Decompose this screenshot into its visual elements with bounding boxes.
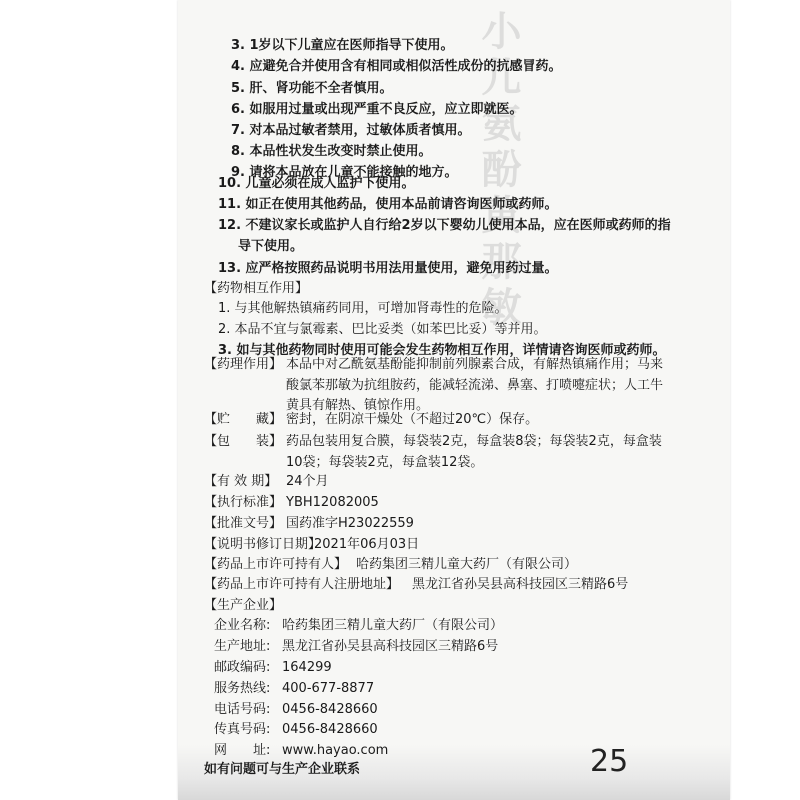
interaction-item: 3. 如与其他药物同时使用可能会发生药物相互作用，详情请咨询医师或药师。 bbox=[218, 343, 666, 358]
holder-value: 哈药集团三精儿童大药厂（有限公司） bbox=[356, 557, 578, 572]
manufacturer-key: 服务热线: bbox=[214, 681, 271, 696]
section-label-validity: 【有 效 期】 bbox=[204, 474, 278, 489]
interaction-item: 1. 与其他解热镇痛药同用，可增加肾毒性的危险。 bbox=[218, 301, 508, 316]
package-text: 10袋；每袋装2克，每盒装12袋。 bbox=[286, 455, 484, 470]
precaution-item: 5. 肝、肾功能不全者慎用。 bbox=[231, 81, 393, 96]
manufacturer-value: 0456-8428660 bbox=[282, 722, 378, 737]
section-label-revision: 【说明书修订日期】 bbox=[204, 537, 322, 552]
pharmacology-text: 酸氯苯那敏为抗组胺药，能减轻流涕、鼻塞、打喷嚏症状；人工牛 bbox=[286, 378, 664, 393]
section-label-holder: 【药品上市许可持有人】 bbox=[204, 557, 348, 572]
manufacturer-key: 电话号码: bbox=[214, 702, 271, 717]
section-label-approval: 【批准文号】 bbox=[204, 516, 283, 531]
page-number: 25 bbox=[590, 744, 629, 779]
precaution-item-continued: 导下使用。 bbox=[238, 239, 304, 254]
manufacturer-value: 164299 bbox=[282, 660, 332, 675]
precaution-item: 8. 本品性状发生改变时禁止使用。 bbox=[231, 144, 432, 159]
manufacturer-value: 哈药集团三精儿童大药厂（有限公司） bbox=[282, 618, 504, 633]
revision-value: 2021年06月03日 bbox=[314, 537, 420, 552]
precaution-item: 10. 儿童必须在成人监护下使用。 bbox=[218, 176, 415, 191]
pharmacology-text: 黄具有解热、镇惊作用。 bbox=[286, 398, 430, 413]
pharmacology-text: 本品中对乙酰氨基酚能抑制前列腺素合成，有解热镇痛作用；马来 bbox=[286, 357, 664, 372]
standard-value: YBH12082005 bbox=[286, 495, 379, 510]
package-text: 药品包装用复合膜，每袋装2克，每盒装8袋；每袋装2克，每盒装 bbox=[286, 434, 662, 449]
precaution-item: 13. 应严格按照药品说明书用法用量使用，避免用药过量。 bbox=[218, 261, 558, 276]
section-label-interaction: 【药物相互作用】 bbox=[204, 281, 309, 296]
precaution-item: 3. 1岁以下儿童应在医师指导下使用。 bbox=[231, 38, 454, 53]
precaution-item: 6. 如服用过量或出现严重不良反应，应立即就医。 bbox=[231, 102, 523, 117]
manufacturer-key: 网 址: bbox=[214, 743, 271, 758]
precaution-item: 12. 不建议家长或监护人自行给2岁以下婴幼儿使用本品，应在医师或药师的指 bbox=[218, 218, 671, 233]
precaution-item: 11. 如正在使用其他药品，使用本品前请咨询医师或药师。 bbox=[218, 197, 558, 212]
manufacturer-value: 0456-8428660 bbox=[282, 702, 378, 717]
manufacturer-key: 传真号码: bbox=[214, 722, 271, 737]
approval-value: 国药准字H23022559 bbox=[286, 516, 414, 531]
validity-value: 24个月 bbox=[286, 474, 329, 489]
section-label-storage: 【贮 藏】 bbox=[204, 412, 283, 427]
website-value: www.hayao.com bbox=[282, 743, 389, 758]
leaflet-page bbox=[178, 0, 730, 800]
section-label-standard: 【执行标准】 bbox=[204, 495, 283, 510]
section-label-manufacturer: 【生产企业】 bbox=[204, 598, 283, 613]
holder-address-value: 黑龙江省孙吴县高科技园区三精路6号 bbox=[412, 577, 629, 592]
interaction-item: 2. 本品不宜与氯霉素、巴比妥类（如苯巴比妥）等并用。 bbox=[218, 322, 547, 337]
section-label-pharmacology: 【药理作用】 bbox=[204, 357, 283, 372]
section-label-package: 【包 装】 bbox=[204, 434, 283, 449]
manufacturer-key: 邮政编码: bbox=[214, 660, 271, 675]
storage-value: 密封，在阴凉干燥处（不超过20℃）保存。 bbox=[286, 412, 539, 427]
manufacturer-key: 企业名称: bbox=[214, 618, 271, 633]
precaution-item: 4. 应避免合并使用含有相同或相似活性成份的抗感冒药。 bbox=[231, 59, 562, 74]
contact-note: 如有问题可与生产企业联系 bbox=[204, 762, 361, 777]
precaution-item: 9. 请将本品放在儿童不能接触的地方。 bbox=[231, 165, 458, 180]
section-label-holder-address: 【药品上市许可持有人注册地址】 bbox=[204, 577, 400, 592]
precaution-item: 7. 对本品过敏者禁用，过敏体质者慎用。 bbox=[231, 123, 471, 138]
manufacturer-value: 400-677-8877 bbox=[282, 681, 375, 696]
manufacturer-value: 黑龙江省孙吴县高科技园区三精路6号 bbox=[282, 639, 499, 654]
manufacturer-key: 生产地址: bbox=[214, 639, 271, 654]
